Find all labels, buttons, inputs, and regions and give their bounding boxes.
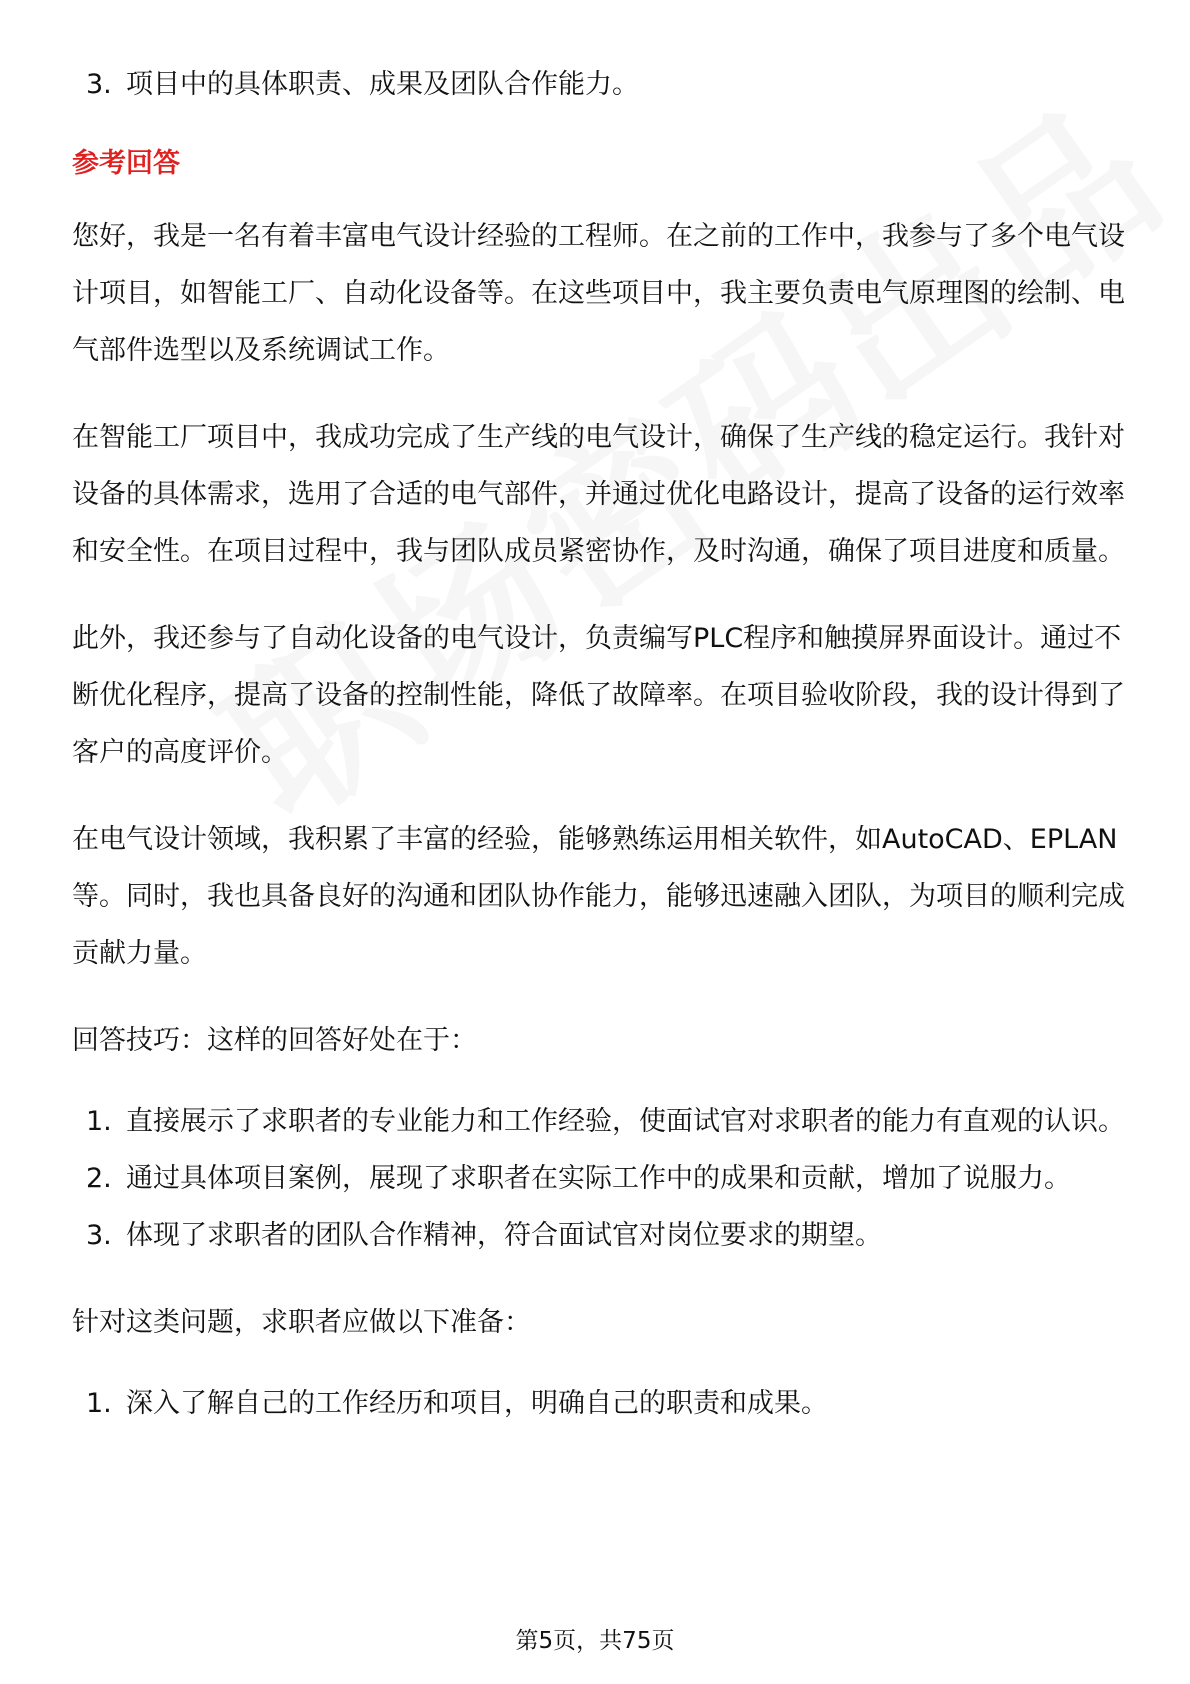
- list-text: 体现了求职者的团队合作精神，符合面试官对岗位要求的期望。: [126, 1220, 882, 1251]
- list-number: 3.: [86, 69, 112, 100]
- answer-paragraph-4: 在电气设计领域，我积累了丰富的经验，能够熟练运用相关软件，如AutoCAD、EPLAN等。同时，我也具备良好的沟通和团队协作能力，能够迅速融入团队，为项目的顺利完成贡献力量。: [72, 824, 1125, 969]
- list-item: [72, 56, 1132, 113]
- list-number: 3.: [86, 1220, 112, 1251]
- top-list: [72, 56, 1132, 113]
- list-text: 项目中的具体职责、成果及团队合作能力。: [126, 69, 639, 100]
- list-number: 1.: [86, 1106, 112, 1137]
- list-text: 深入了解自己的工作经历和项目，明确自己的职责和成果。: [126, 1388, 828, 1419]
- list-item: [72, 1207, 1132, 1264]
- list-number: 2.: [86, 1163, 112, 1194]
- page-footer: 第5页，共75页: [515, 1628, 675, 1654]
- prep-intro: 针对这类问题，求职者应做以下准备：: [72, 1307, 531, 1338]
- list-text: 直接展示了求职者的专业能力和工作经验，使面试官对求职者的能力有直观的认识。: [126, 1106, 1125, 1137]
- tips-intro: 回答技巧：这样的回答好处在于：: [72, 1025, 477, 1056]
- prep-list: [72, 1375, 1132, 1432]
- list-item: [72, 1375, 1132, 1432]
- answer-paragraph-1: 您好，我是一名有着丰富电气设计经验的工程师。在之前的工作中，我参与了多个电气设计项目，如智能工厂、自动化设备等。在这些项目中，我主要负责电气原理图的绘制、电气部件选型以及系统调试工作。: [72, 221, 1125, 366]
- list-text: 通过具体项目案例，展现了求职者在实际工作中的成果和贡献，增加了说服力。: [126, 1163, 1071, 1194]
- list-number: 1.: [86, 1388, 112, 1419]
- list-item: [72, 1093, 1132, 1150]
- document-page: [72, 56, 1132, 1432]
- answer-paragraph-2: 在智能工厂项目中，我成功完成了生产线的电气设计，确保了生产线的稳定运行。我针对设备的具体需求，选用了合适的电气部件，并通过优化电路设计，提高了设备的运行效率和安全性。在项目过程中，我与团队成员紧密协作，及时沟通，确保了项目进度和质量。: [72, 422, 1125, 567]
- section-title: 参考回答: [72, 148, 180, 179]
- tips-list: [72, 1093, 1132, 1264]
- list-item: [72, 1150, 1132, 1207]
- answer-paragraph-3: 此外，我还参与了自动化设备的电气设计，负责编写PLC程序和触摸屏界面设计。通过不断优化程序，提高了设备的控制性能，降低了故障率。在项目验收阶段，我的设计得到了客户的高度评价。: [72, 623, 1125, 768]
